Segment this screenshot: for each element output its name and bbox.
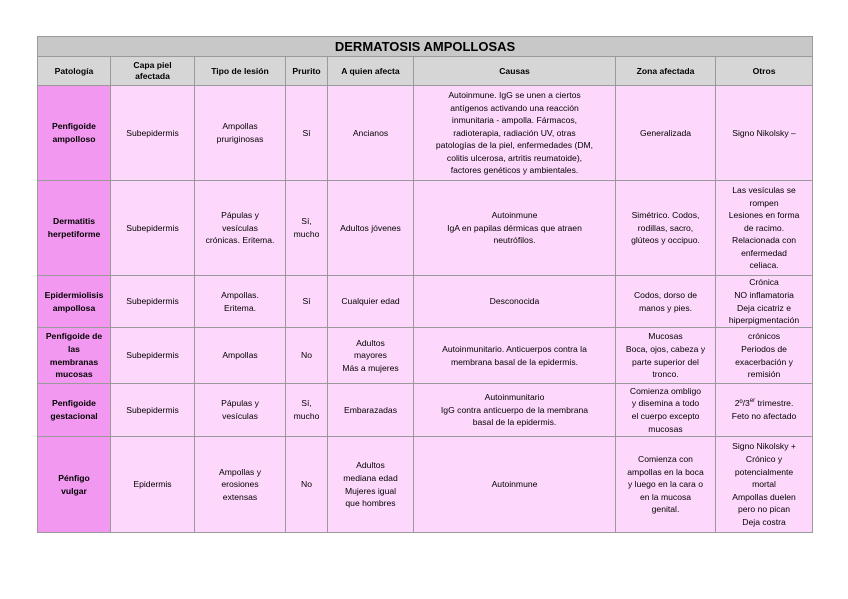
cell-prurito[interactable]	[286, 437, 328, 533]
cell-line: Signo Nikolsky +	[732, 441, 796, 452]
cell-line: Epidermis	[133, 479, 172, 490]
cell-line: glúteos y occipuo.	[631, 235, 700, 246]
cell-line: Penfigoide	[52, 121, 96, 132]
cell-line: Deja costra	[742, 516, 786, 527]
cell-line: Ampollas duelen	[732, 491, 796, 502]
cell-line: vulgar	[61, 485, 87, 496]
cell-line: celiaca.	[749, 260, 779, 271]
cell-line: enfermedad	[741, 247, 787, 258]
header-zona[interactable]: Zona afectada	[616, 57, 716, 86]
cell-line: mucosas	[55, 369, 93, 380]
cell-causas[interactable]	[414, 86, 616, 181]
cell-line: gestacional	[50, 411, 98, 421]
cell-line: Autoinmune	[491, 210, 538, 221]
cell-line: y luego en la cara o	[627, 479, 703, 490]
cell-line: ampollas en la boca	[627, 466, 704, 477]
cell-line: Subepidermis	[126, 404, 179, 415]
cell-capa[interactable]	[111, 328, 195, 384]
cell-zona[interactable]	[616, 384, 716, 437]
cell-line: el cuerpo excepto	[631, 411, 700, 421]
cell-line: Simétrico. Codos,	[631, 210, 700, 221]
cell-line: crónicas. Eritema.	[205, 235, 275, 246]
cell-capa[interactable]	[111, 181, 195, 276]
cell-line: Penfigoide	[52, 398, 96, 409]
cell-line: Relacionada con	[732, 235, 797, 246]
cell-patologia[interactable]	[38, 384, 111, 437]
cell-line: Más a mujeres	[342, 362, 399, 373]
cell-lesion[interactable]	[195, 328, 286, 384]
table-row	[38, 384, 813, 437]
cell-zona[interactable]	[616, 276, 716, 328]
cell-lesion[interactable]	[195, 181, 286, 276]
cell-lesion[interactable]	[195, 86, 286, 181]
cell-line: Autoinmune	[491, 479, 538, 490]
cell-patologia[interactable]	[38, 437, 111, 533]
cell-line: Las vesículas se	[732, 184, 796, 195]
cell-line: mucho	[293, 229, 320, 239]
header-causas[interactable]: Causas	[414, 57, 616, 86]
cell-line: neutrófilos.	[493, 235, 536, 246]
cell-otros[interactable]	[716, 328, 813, 384]
cell-line: Mujeres igual	[344, 485, 397, 496]
cell-line: tronco.	[652, 369, 679, 380]
cell-line: Eritema.	[224, 302, 256, 313]
cell-line: Autoinmunitario. Anticuerpos contra la	[442, 343, 587, 354]
trimestre-base: 2º/3	[734, 398, 750, 409]
cell-line: Subepidermis	[126, 350, 179, 361]
cell-line: Pénfigo	[58, 472, 90, 483]
cell-line: parte superior del	[632, 356, 699, 367]
cell-lesion[interactable]	[195, 437, 286, 533]
cell-line: mediana edad	[343, 472, 398, 483]
cell-afecta[interactable]	[328, 384, 414, 437]
cell-line: pero no pican	[737, 504, 791, 515]
cell-line: y disemina a todo	[631, 398, 700, 409]
cell-line: Subepidermis	[126, 296, 179, 307]
cell-line: Lesiones en forma	[728, 210, 800, 221]
cell-afecta[interactable]	[328, 276, 414, 328]
table-title[interactable]: DERMATOSIS AMPOLLOSAS	[38, 37, 813, 57]
cell-line: Ampollas	[222, 350, 258, 361]
cell-line: Subepidermis	[126, 127, 179, 138]
cell-line: patologías de la piel, enfermedades (DM,	[435, 140, 594, 151]
cell-causas[interactable]	[414, 276, 616, 328]
cell-line: pruriginosas	[216, 134, 264, 144]
cell-causas[interactable]	[414, 181, 616, 276]
table-row	[38, 328, 813, 384]
cell-capa[interactable]	[111, 384, 195, 437]
cell-afecta[interactable]	[328, 181, 414, 276]
cell-line: Pápulas y	[221, 210, 259, 221]
cell-otros[interactable]	[716, 86, 813, 181]
cell-line: Sí,	[301, 398, 312, 409]
cell-line: NO inflamatoria	[734, 289, 794, 300]
cell-line: IgG contra anticuerpo de la membrana	[440, 404, 589, 415]
cell-otros[interactable]	[716, 437, 813, 533]
cell-line: Generalizada	[639, 127, 692, 138]
header-lesion[interactable]: Tipo de lesión	[195, 57, 286, 86]
trimestre-sup: er	[749, 398, 756, 405]
cell-capa[interactable]	[111, 86, 195, 181]
cell-otros[interactable]	[716, 384, 813, 437]
cell-prurito[interactable]	[286, 276, 328, 328]
cell-patologia[interactable]	[38, 276, 111, 328]
cell-line: Periodos de	[741, 343, 787, 354]
cell-line: Ampollas y	[218, 466, 262, 477]
cell-line: Ampollas.	[221, 289, 259, 300]
cell-line: genital.	[651, 504, 680, 515]
cell-line: Ampollas	[222, 121, 258, 132]
header-patologia[interactable]: Patología	[38, 57, 111, 86]
cell-line: que hombres	[345, 498, 396, 509]
cell-line: Pápulas y	[221, 398, 259, 409]
cell-otros[interactable]	[716, 181, 813, 276]
cell-prurito[interactable]	[286, 384, 328, 437]
header-otros[interactable]: Otros	[716, 57, 813, 86]
cell-line: Subepidermis	[126, 222, 179, 233]
spreadsheet	[37, 36, 813, 533]
cell-line: Cualquier edad	[341, 296, 400, 307]
cell-line: Feto no afectado	[731, 411, 797, 421]
table-row	[38, 86, 813, 181]
dermatosis-table	[37, 36, 813, 533]
cell-line: membrana basal de la epidermis.	[450, 356, 579, 367]
cell-line: IgA en papilas dérmicas que atraen	[447, 222, 582, 233]
cell-line: Autoinmunitario	[484, 392, 545, 403]
cell-line: manos y pies.	[638, 302, 693, 313]
cell-line: Boca, ojos, cabeza y	[625, 343, 706, 354]
cell-patologia[interactable]	[38, 86, 111, 181]
table-row	[38, 276, 813, 328]
cell-line: basal de la epidermis.	[472, 417, 557, 428]
cell-line: No	[301, 479, 312, 490]
cell-line: erosiones	[221, 479, 259, 490]
header-row	[38, 57, 813, 86]
cell-line: Embarazadas	[343, 404, 398, 415]
cell-afecta[interactable]	[328, 437, 414, 533]
cell-line: Autoinmune. IgG se unen a ciertos	[448, 89, 581, 100]
cell-zona[interactable]	[616, 181, 716, 276]
cell-line: herpetiforme	[47, 229, 101, 239]
title-row	[38, 37, 813, 57]
cell-prurito[interactable]	[286, 86, 328, 181]
cell-afecta[interactable]	[328, 86, 414, 181]
cell-patologia[interactable]	[38, 181, 111, 276]
cell-line: Dermatitis	[52, 216, 96, 227]
cell-line: factores genéticos y ambientales.	[450, 165, 579, 176]
cell-capa[interactable]	[111, 276, 195, 328]
cell-line: crónicos	[748, 331, 781, 342]
cell-line: Deja cicatriz e	[737, 302, 792, 313]
cell-line: Comienza con	[638, 454, 693, 465]
cell-line: Adultos	[356, 460, 385, 471]
cell-zona[interactable]	[616, 328, 716, 384]
cell-line: rodillas, sacro,	[637, 222, 694, 233]
cell-line: Adultos	[356, 337, 385, 348]
cell-line: vesículas	[222, 411, 258, 421]
cell-line: Sí	[302, 296, 311, 307]
cell-line: Ancianos	[352, 127, 389, 138]
cell-line: Signo Nikolsky –	[732, 127, 796, 138]
trimestre-rest: trimestre.	[755, 398, 794, 409]
cell-line: Crónico y	[745, 454, 783, 465]
cell-line: radioterapia, radiación UV, otras	[453, 127, 576, 138]
cell-causas[interactable]	[414, 328, 616, 384]
header-capa[interactable]: Capa piel afectada	[111, 57, 195, 86]
cell-line: potencialmente	[734, 466, 794, 477]
cell-line: Crónica	[749, 277, 779, 288]
cell-line: Penfigoide de	[45, 331, 103, 342]
cell-zona[interactable]	[616, 86, 716, 181]
table-row	[38, 437, 813, 533]
cell-line: extensas	[222, 491, 258, 502]
cell-line: las	[68, 343, 80, 354]
cell-line: vesículas	[222, 222, 258, 233]
table-row	[38, 181, 813, 276]
cell-line: hiperpigmentación	[728, 315, 800, 326]
cell-lesion[interactable]	[195, 384, 286, 437]
cell-line: de racimo.	[743, 222, 785, 233]
cell-line: Sí,	[301, 216, 312, 227]
cell-capa[interactable]	[111, 437, 195, 533]
cell-line: Sí	[302, 127, 311, 138]
cell-line: Desconocida	[489, 296, 540, 307]
cell-line: mucho	[293, 411, 320, 421]
cell-patologia[interactable]	[38, 328, 111, 384]
cell-line	[718, 397, 810, 410]
cell-line: ampolloso	[52, 134, 96, 144]
cell-line: exacerbación y	[735, 356, 793, 367]
header-prurito[interactable]: Prurito	[286, 57, 328, 86]
cell-afecta[interactable]	[328, 328, 414, 384]
cell-line: rompen	[749, 197, 779, 208]
header-afecta[interactable]: A quien afecta	[328, 57, 414, 86]
cell-otros[interactable]	[716, 276, 813, 328]
cell-line: mayores	[354, 350, 387, 361]
cell-line: Adultos jóvenes	[340, 222, 401, 233]
cell-line: Comienza ombligo	[629, 385, 702, 396]
cell-line: mortal	[752, 479, 776, 490]
cell-zona[interactable]	[616, 437, 716, 533]
cell-line: inmunitaria - ampolla. Fármacos,	[451, 115, 578, 126]
cell-lesion[interactable]	[195, 276, 286, 328]
cell-line: en la mucosa	[639, 491, 692, 502]
cell-line: Codos, dorso de	[633, 289, 698, 300]
cell-line: antígenos activando una reacción	[450, 102, 579, 113]
cell-line: Mucosas	[648, 331, 683, 342]
cell-line: remisión	[747, 369, 781, 380]
cell-line: membranas	[49, 356, 99, 367]
cell-prurito[interactable]	[286, 328, 328, 384]
cell-line: mucosas	[648, 423, 683, 434]
cell-line: Epidermiolisis	[44, 289, 104, 300]
cell-causas[interactable]	[414, 437, 616, 533]
cell-line: ampollosa	[52, 302, 96, 313]
cell-causas[interactable]	[414, 384, 616, 437]
cell-line: No	[301, 350, 312, 361]
cell-line: colitis ulcerosa, artritis reumatoide),	[446, 152, 583, 163]
cell-prurito[interactable]	[286, 181, 328, 276]
